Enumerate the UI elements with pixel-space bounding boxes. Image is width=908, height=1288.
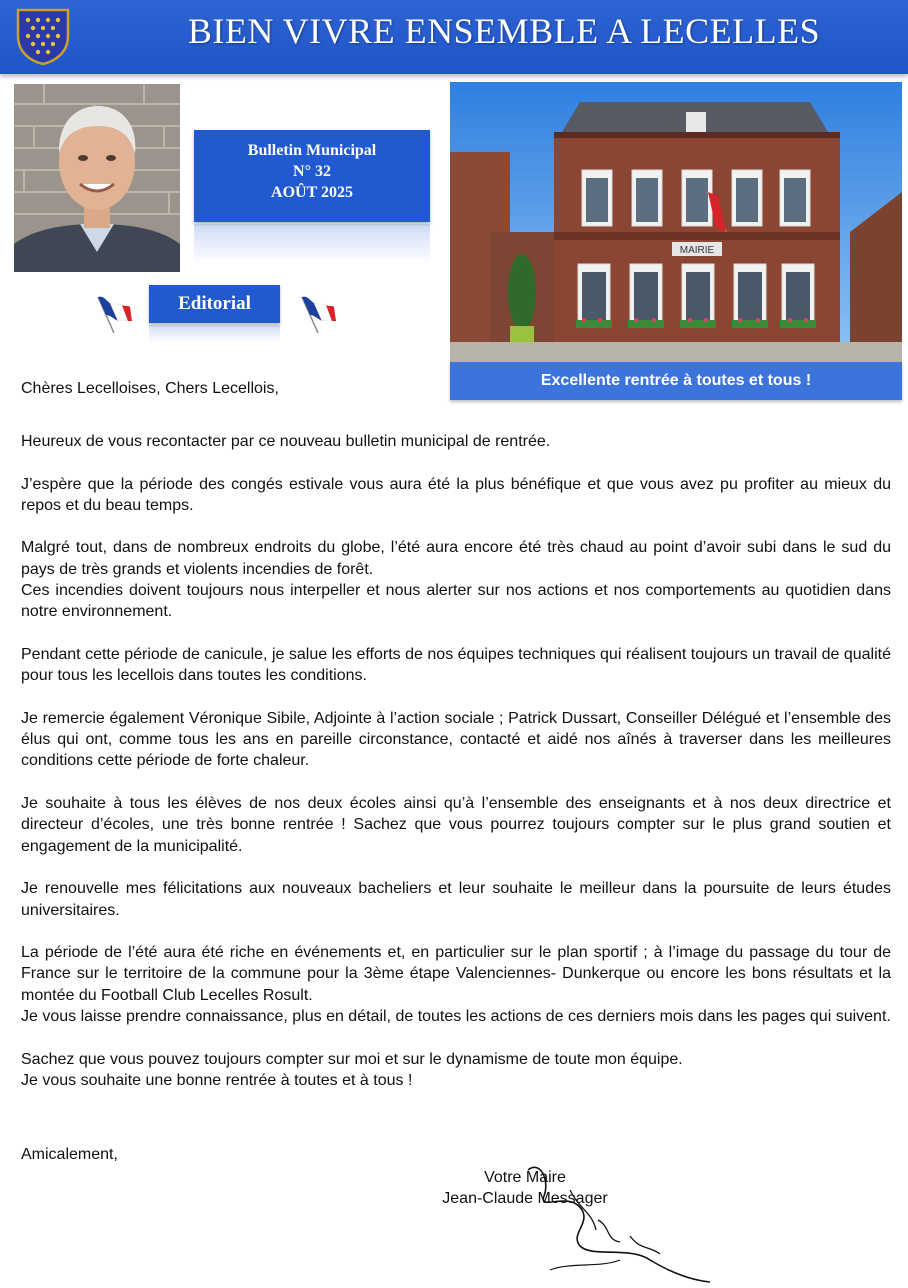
bulletin-reflection (194, 224, 430, 264)
letter-paragraph: Je souhaite à tous les élèves de nos deux écoles ainsi qu’à l’ensemble des enseignants et à nos deux directrice et directeur d’écoles, une très bonne rentrée ! Sachez que vous pourrez toujours compter sur le plus grand soutien et engagement de la municipalité. (21, 795, 891, 855)
letter-paragraph: Sachez que vous pouvez toujours compter sur moi et sur le dynamisme de toute mon équipe. (21, 1050, 683, 1068)
building-sign: MAIRIE (679, 245, 715, 256)
coat-of-arms-icon (14, 6, 72, 66)
letter-paragraph: Je vous souhaite une bonne rentrée à toutes et à tous ! (21, 1071, 413, 1089)
letter-paragraph: La période de l’été aura été riche en événements et, en particulier sur le plan sportif ; à l’image du passage du tour de France sur le territoire de la commune pour la 3ème étape Valenciennes- Dunkerque ou encore les bons résultats et la montée du Football Club Lecelles Rosult. (21, 944, 891, 1004)
signature-name: Jean-Claude Messager (442, 1190, 608, 1207)
letter-greeting: Chères Lecelloises, Chers Lecellois, (21, 380, 279, 397)
letter-paragraph: Pendant cette période de canicule, je salue les efforts de nos équipes techniques qui réalisent toujours un travail de qualité pour tous les lecellois dans toutes les conditions. (21, 645, 891, 685)
letter-body (21, 431, 891, 1113)
bulletin-number: N° 32 (293, 163, 331, 180)
page-title: BIEN VIVRE ENSEMBLE A LECELLES (187, 11, 821, 51)
french-flag-icon (92, 291, 132, 335)
mayor-portrait (14, 84, 180, 272)
editorial-label: Editorial (149, 285, 280, 323)
photo-caption: Excellente rentrée à toutes et tous ! (450, 362, 902, 400)
letter-paragraph: Je remercie également Véronique Sibile, Adjointe à l’action sociale ; Patrick Dussart, Conseiller Délégué et l’ensemble des élus qui ont, comme tous les ans en pareille circonstance, contacté et aidé nos aînés à traverser dans les meilleures conditions cette période de forte chaleur. (21, 709, 891, 770)
french-flag-icon (296, 291, 336, 335)
editorial-reflection (149, 325, 280, 343)
bulletin-date: AOÛT 2025 (271, 184, 353, 201)
bulletin-title: Bulletin Municipal (247, 142, 377, 159)
letter-paragraph: Je vous laisse prendre connaissance, plus en détail, de toutes les actions de ces derniers mois dans les pages qui suivent. (21, 1008, 891, 1026)
letter-paragraph: J’espère que la période des congés estivale vous aura été la plus bénéfique et que vous avez pu profiter au mieux du repos et du beau temps. (21, 475, 891, 514)
letter-closing: Amicalement, (21, 1146, 118, 1163)
letter-paragraph: Heureux de vous recontacter par ce nouveau bulletin municipal de rentrée. (21, 433, 551, 450)
header-bar (0, 0, 908, 74)
town-hall-photo (450, 82, 902, 362)
bulletin-info-box (194, 130, 430, 222)
letter-paragraph: Malgré tout, dans de nombreux endroits du globe, l’été aura encore été très chaud au point d’avoir subi dans le sud du pays de très grands et violents incendies de forêt. (21, 539, 891, 578)
signature-title: Votre Maire (484, 1169, 566, 1186)
letter-paragraph: Je renouvelle mes félicitations aux nouveaux bacheliers et leur souhaite le meilleur dans la poursuite de leurs études universitaires. (21, 880, 891, 919)
letter-paragraph: Ces incendies doivent toujours nous interpeller et nous alerter sur nos actions et nos comportements au quotidien dans notre environnement. (21, 582, 891, 621)
signature-block (380, 1167, 670, 1209)
